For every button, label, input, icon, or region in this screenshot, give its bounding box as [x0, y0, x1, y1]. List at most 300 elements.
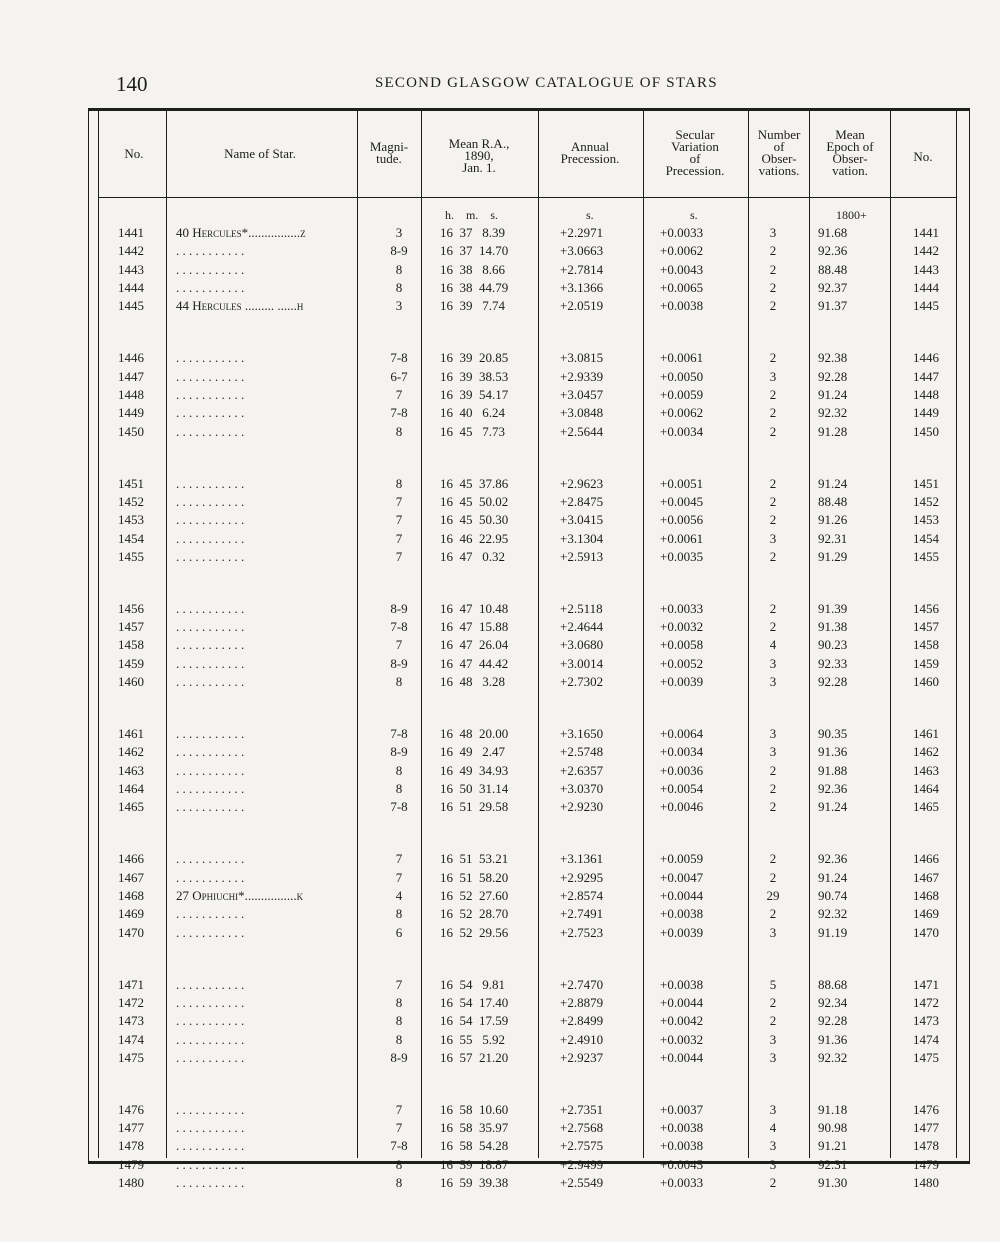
- table-row: [0, 512, 1000, 530]
- annual-precession: +2.0519: [560, 298, 604, 314]
- star-name: 44 Hercules ......... ......η: [176, 298, 304, 314]
- secular-variation: +0.0034: [660, 423, 704, 439]
- right-ascension: 16 45 37.86: [440, 475, 509, 491]
- right-ascension: 16 55 5.92: [440, 1031, 505, 1047]
- star-number: 1468: [118, 887, 144, 903]
- star-number: 1441: [118, 225, 144, 240]
- star-number-right: 1471: [913, 976, 939, 992]
- magnitude: 7: [395, 530, 403, 546]
- table-row: [0, 350, 1000, 368]
- mean-epoch: 91.68: [818, 225, 848, 240]
- magnitude: 8: [395, 1156, 403, 1172]
- star-number: 1454: [118, 530, 144, 546]
- observation-count: 2: [769, 600, 777, 616]
- secular-variation: +0.0054: [660, 781, 704, 797]
- observation-count: 3: [769, 1031, 777, 1047]
- star-number: 1458: [118, 637, 144, 653]
- secular-variation: +0.0043: [660, 261, 704, 277]
- observation-count: 2: [769, 762, 777, 778]
- star-name: . . . . . . . . . . .: [176, 350, 245, 366]
- observation-count: 3: [769, 1138, 777, 1154]
- star-number: 1479: [118, 1156, 144, 1172]
- table-row: [0, 1032, 1000, 1050]
- star-name: . . . . . . . . . . .: [176, 799, 245, 815]
- star-name: . . . . . . . . . . .: [176, 1156, 245, 1172]
- star-name: . . . . . . . . . . .: [176, 781, 245, 797]
- star-name: . . . . . . . . . . .: [176, 1175, 245, 1191]
- observation-count: 2: [769, 512, 777, 528]
- secular-variation: +0.0061: [660, 350, 704, 366]
- right-ascension: 16 38 8.66: [440, 261, 505, 277]
- star-number-right: 1449: [913, 405, 939, 421]
- secular-variation: +0.0039: [660, 924, 704, 940]
- star-name: 27 Ophiuchi*................κ: [176, 887, 304, 903]
- magnitude: 8-9: [390, 243, 408, 259]
- annual-precession: +2.7568: [560, 1120, 604, 1136]
- star-number-right: 1450: [913, 423, 939, 439]
- magnitude: 8-9: [390, 1049, 408, 1065]
- star-name: . . . . . . . . . . .: [176, 869, 245, 885]
- observation-count: 2: [769, 994, 777, 1010]
- annual-precession: +2.5748: [560, 744, 604, 760]
- column-header-observations: Number of Obser- vations.: [757, 127, 801, 178]
- observation-count: 3: [769, 1101, 777, 1117]
- table-row: [0, 280, 1000, 298]
- star-number: 1456: [118, 600, 144, 616]
- right-ascension: 16 51 58.20: [440, 869, 509, 885]
- mean-epoch: 91.24: [818, 475, 848, 491]
- secular-variation: +0.0058: [660, 637, 704, 653]
- star-name: . . . . . . . . . . .: [176, 261, 245, 277]
- magnitude: 8-9: [390, 744, 408, 760]
- secular-variation: +0.0047: [660, 869, 704, 885]
- epoch-units: 1800+: [836, 208, 867, 222]
- magnitude: 3: [395, 298, 403, 314]
- annual-precession: +3.0014: [560, 655, 604, 671]
- table-row: [0, 674, 1000, 692]
- star-number: 1474: [118, 1031, 144, 1047]
- right-ascension: 16 52 28.70: [440, 906, 509, 922]
- secular-variation: +0.0033: [660, 1175, 704, 1191]
- table-row: [0, 637, 1000, 655]
- secular-variation: +0.0065: [660, 280, 704, 296]
- annual-precession: +2.7575: [560, 1138, 604, 1154]
- secular-variation: +0.0038: [660, 298, 704, 314]
- star-number-right: 1453: [913, 512, 939, 528]
- table-row: [0, 424, 1000, 442]
- table-row: [0, 888, 1000, 906]
- secular-variation: +0.0046: [660, 799, 704, 815]
- mean-epoch: 92.32: [818, 405, 848, 421]
- mean-epoch: 91.18: [818, 1101, 848, 1117]
- magnitude: 7: [395, 386, 403, 402]
- magnitude: 7: [395, 851, 403, 867]
- observation-count: 2: [769, 405, 777, 421]
- magnitude: 7: [395, 512, 403, 528]
- mean-epoch: 92.32: [818, 1049, 848, 1065]
- star-name: . . . . . . . . . . .: [176, 548, 245, 564]
- annual-precession: +2.7351: [560, 1101, 604, 1117]
- mean-epoch: 91.88: [818, 762, 848, 778]
- right-ascension: 16 45 50.30: [440, 512, 509, 528]
- secular-variation: +0.0064: [660, 726, 704, 741]
- right-ascension: 16 58 35.97: [440, 1120, 509, 1136]
- observation-count: 2: [769, 423, 777, 439]
- right-ascension: 16 57 21.20: [440, 1049, 509, 1065]
- mean-epoch: 91.36: [818, 1031, 848, 1047]
- observation-count: 2: [769, 1013, 777, 1029]
- right-ascension: 16 48 3.28: [440, 674, 505, 690]
- star-number-right: 1479: [913, 1156, 939, 1172]
- star-number-right: 1463: [913, 762, 939, 778]
- column-header-no-right: No.: [913, 149, 933, 164]
- star-name: . . . . . . . . . . .: [176, 994, 245, 1010]
- star-number-right: 1451: [913, 475, 939, 491]
- right-ascension: 16 54 17.40: [440, 994, 509, 1010]
- mean-epoch: 92.31: [818, 530, 848, 546]
- secular-variation: +0.0062: [660, 243, 704, 259]
- star-number: 1467: [118, 869, 144, 885]
- star-number: 1463: [118, 762, 144, 778]
- observation-count: 3: [769, 674, 777, 690]
- secular-variation: +0.0044: [660, 994, 704, 1010]
- star-name: . . . . . . . . . . .: [176, 512, 245, 528]
- table-row: [0, 262, 1000, 280]
- annual-precession: +2.2971: [560, 225, 604, 240]
- right-ascension: 16 38 44.79: [440, 280, 509, 296]
- star-number-right: 1441: [913, 225, 939, 240]
- table-row: [0, 225, 1000, 243]
- annual-precession: +2.9623: [560, 475, 604, 491]
- observation-count: 2: [769, 243, 777, 259]
- right-ascension: 16 40 6.24: [440, 405, 505, 421]
- right-ascension: 16 37 8.39: [440, 225, 505, 240]
- right-ascension: 16 54 17.59: [440, 1013, 509, 1029]
- table-row: [0, 476, 1000, 494]
- right-ascension: 16 47 26.04: [440, 637, 509, 653]
- column-header-no: No.: [124, 146, 144, 161]
- annual-precession: +3.0815: [560, 350, 604, 366]
- table-row: [0, 298, 1000, 316]
- right-ascension: 16 46 22.95: [440, 530, 509, 546]
- observation-count: 3: [769, 744, 777, 760]
- star-name: . . . . . . . . . . .: [176, 976, 245, 992]
- star-number-right: 1448: [913, 386, 939, 402]
- star-name: . . . . . . . . . . .: [176, 1031, 245, 1047]
- observation-count: 2: [769, 386, 777, 402]
- secular-variation: +0.0044: [660, 1049, 704, 1065]
- star-number: 1444: [118, 280, 144, 296]
- star-name: . . . . . . . . . . .: [176, 386, 245, 402]
- star-number-right: 1477: [913, 1120, 939, 1136]
- annual-precession: +2.7814: [560, 261, 604, 277]
- star-number-right: 1452: [913, 493, 939, 509]
- mean-epoch: 91.38: [818, 619, 848, 635]
- annual-precession: +2.5549: [560, 1175, 604, 1191]
- observation-count: 2: [769, 906, 777, 922]
- annual-precession: +2.9499: [560, 1156, 604, 1172]
- observation-count: 2: [769, 493, 777, 509]
- star-number: 1477: [118, 1120, 144, 1136]
- star-number: 1480: [118, 1175, 144, 1191]
- star-number: 1478: [118, 1138, 144, 1154]
- secular-variation: +0.0032: [660, 1031, 704, 1047]
- star-name: . . . . . . . . . . .: [176, 637, 245, 653]
- mean-epoch: 90.23: [818, 637, 848, 653]
- observation-count: 3: [769, 726, 777, 741]
- observation-count: 3: [769, 924, 777, 940]
- observation-count: 29: [766, 887, 780, 903]
- table-row: [0, 977, 1000, 995]
- right-ascension: 16 52 27.60: [440, 887, 509, 903]
- star-number: 1476: [118, 1101, 144, 1117]
- secular-variation: +0.0061: [660, 530, 704, 546]
- star-name: . . . . . . . . . . .: [176, 674, 245, 690]
- annual-precession: +2.4910: [560, 1031, 604, 1047]
- mean-epoch: 91.39: [818, 600, 848, 616]
- annual-precession: +2.9339: [560, 368, 604, 384]
- star-number-right: 1466: [913, 851, 939, 867]
- star-name: . . . . . . . . . . .: [176, 851, 245, 867]
- magnitude: 8: [395, 1175, 403, 1191]
- annual-precession: +3.1304: [560, 530, 604, 546]
- star-number: 1443: [118, 261, 144, 277]
- annual-precession: +3.1366: [560, 280, 604, 296]
- annual-precession: +3.0848: [560, 405, 604, 421]
- star-number-right: 1442: [913, 243, 939, 259]
- observation-count: 2: [769, 869, 777, 885]
- star-number: 1461: [118, 726, 144, 741]
- table-row: [0, 549, 1000, 567]
- secular-variation: +0.0038: [660, 976, 704, 992]
- page-title: SECOND GLASGOW CATALOGUE OF STARS: [375, 75, 718, 91]
- star-name: . . . . . . . . . . .: [176, 744, 245, 760]
- star-number-right: 1459: [913, 655, 939, 671]
- table-row: [0, 763, 1000, 781]
- secular-units: s.: [690, 208, 698, 222]
- magnitude: 8: [395, 674, 403, 690]
- observation-count: 3: [769, 1049, 777, 1065]
- mean-epoch: 90.35: [818, 726, 848, 741]
- star-number: 1462: [118, 744, 144, 760]
- annual-precession: +2.7491: [560, 906, 604, 922]
- annual-precession: +2.5118: [560, 600, 603, 616]
- annual-precession: +2.5913: [560, 548, 604, 564]
- star-number: 1471: [118, 976, 144, 992]
- star-number-right: 1469: [913, 906, 939, 922]
- observation-count: 2: [769, 619, 777, 635]
- star-number: 1446: [118, 350, 144, 366]
- annual-precession: +3.1650: [560, 726, 604, 741]
- observation-count: 2: [769, 350, 777, 366]
- annual-precession: +2.5644: [560, 423, 604, 439]
- star-number: 1465: [118, 799, 144, 815]
- mean-epoch: 91.28: [818, 423, 848, 439]
- right-ascension: 16 58 10.60: [440, 1101, 509, 1117]
- observation-count: 3: [769, 1156, 777, 1172]
- star-number: 1447: [118, 368, 144, 384]
- mean-epoch: 91.24: [818, 386, 848, 402]
- ra-units: h. m. s.: [445, 208, 499, 222]
- annual-precession: +3.0680: [560, 637, 604, 653]
- mean-epoch: 92.36: [818, 781, 848, 797]
- star-number: 1464: [118, 781, 144, 797]
- star-number-right: 1447: [913, 368, 939, 384]
- annual-precession: +3.0663: [560, 243, 604, 259]
- table-row: [0, 799, 1000, 817]
- annual-precession: +2.9230: [560, 799, 604, 815]
- star-number-right: 1465: [913, 799, 939, 815]
- observation-count: 2: [769, 475, 777, 491]
- star-number: 1451: [118, 475, 144, 491]
- star-number: 1448: [118, 386, 144, 402]
- star-number: 1470: [118, 924, 144, 940]
- column-header-epoch: Mean Epoch of Obser- vation.: [826, 127, 874, 178]
- magnitude: 7: [395, 548, 403, 564]
- star-number: 1469: [118, 906, 144, 922]
- magnitude: 8: [395, 475, 403, 491]
- magnitude: 8: [395, 781, 403, 797]
- annual-precession: +3.0415: [560, 512, 604, 528]
- magnitude: 8: [395, 423, 403, 439]
- annual-precession: +2.9295: [560, 869, 604, 885]
- annual-precession: +2.7523: [560, 924, 604, 940]
- right-ascension: 16 47 44.42: [440, 655, 509, 671]
- star-number-right: 1473: [913, 1013, 939, 1029]
- mean-epoch: 92.32: [818, 906, 848, 922]
- star-number-right: 1444: [913, 280, 939, 296]
- star-number: 1442: [118, 243, 144, 259]
- secular-variation: +0.0038: [660, 1120, 704, 1136]
- magnitude: 7-8: [390, 799, 408, 815]
- observation-count: 3: [769, 530, 777, 546]
- annual-precession: +2.8499: [560, 1013, 604, 1029]
- table-row: [0, 369, 1000, 387]
- star-number-right: 1475: [913, 1049, 939, 1065]
- star-number-right: 1454: [913, 530, 939, 546]
- annual-precession: +2.6357: [560, 762, 604, 778]
- mean-epoch: 91.29: [818, 548, 848, 564]
- page-number: 140: [116, 72, 148, 96]
- right-ascension: 16 37 14.70: [440, 243, 509, 259]
- star-name: . . . . . . . . . . .: [176, 1013, 245, 1029]
- magnitude: 8-9: [390, 600, 408, 616]
- star-number-right: 1472: [913, 994, 939, 1010]
- observation-count: 2: [769, 799, 777, 815]
- table-row: [0, 1102, 1000, 1120]
- secular-variation: +0.0042: [660, 1013, 704, 1029]
- magnitude: 7-8: [390, 405, 408, 421]
- star-number: 1473: [118, 1013, 144, 1029]
- star-number-right: 1476: [913, 1101, 939, 1117]
- observation-count: 3: [769, 368, 777, 384]
- observation-count: 4: [769, 637, 777, 653]
- observation-count: 2: [769, 298, 777, 314]
- right-ascension: 16 39 20.85: [440, 350, 509, 366]
- star-number: 1460: [118, 674, 144, 690]
- table-row: [0, 243, 1000, 261]
- column-header-magnitude: Magni- tude.: [369, 139, 409, 166]
- mean-epoch: 88.48: [818, 261, 848, 277]
- star-number-right: 1464: [913, 781, 939, 797]
- mean-epoch: 91.21: [818, 1138, 848, 1154]
- right-ascension: 16 47 15.88: [440, 619, 509, 635]
- magnitude: 6: [395, 924, 403, 940]
- observation-count: 2: [769, 280, 777, 296]
- star-number-right: 1474: [913, 1031, 939, 1047]
- magnitude: 7: [395, 1101, 403, 1117]
- star-name: . . . . . . . . . . .: [176, 762, 245, 778]
- table-row: [0, 925, 1000, 943]
- mean-epoch: 90.74: [818, 887, 848, 903]
- table-row: [0, 1050, 1000, 1068]
- magnitude: 8: [395, 1013, 403, 1029]
- star-name: . . . . . . . . . . .: [176, 243, 245, 259]
- mean-epoch: 92.36: [818, 243, 848, 259]
- annual-precession: +2.8574: [560, 887, 604, 903]
- observation-count: 2: [769, 781, 777, 797]
- secular-variation: +0.0035: [660, 548, 704, 564]
- observation-count: 5: [769, 976, 777, 992]
- magnitude: 7: [395, 493, 403, 509]
- right-ascension: 16 45 50.02: [440, 493, 509, 509]
- star-name: . . . . . . . . . . .: [176, 405, 245, 421]
- magnitude: 8: [395, 1031, 403, 1047]
- magnitude: 8: [395, 906, 403, 922]
- star-name: . . . . . . . . . . .: [176, 1101, 245, 1117]
- magnitude: 8-9: [390, 655, 408, 671]
- star-number-right: 1443: [913, 261, 939, 277]
- observation-count: 2: [769, 1175, 777, 1191]
- mean-epoch: 92.28: [818, 368, 848, 384]
- table-row: [0, 531, 1000, 549]
- star-name: . . . . . . . . . . .: [176, 423, 245, 439]
- right-ascension: 16 49 34.93: [440, 762, 509, 778]
- secular-variation: +0.0044: [660, 887, 704, 903]
- star-number-right: 1467: [913, 869, 939, 885]
- secular-variation: +0.0056: [660, 512, 704, 528]
- star-number-right: 1455: [913, 548, 939, 564]
- mean-epoch: 90.98: [818, 1120, 848, 1136]
- secular-variation: +0.0051: [660, 475, 704, 491]
- star-number-right: 1480: [913, 1175, 939, 1191]
- magnitude: 7-8: [390, 726, 408, 741]
- annual-precession: +2.9237: [560, 1049, 604, 1065]
- table-row: [0, 619, 1000, 637]
- secular-variation: +0.0033: [660, 225, 704, 240]
- star-number-right: 1478: [913, 1138, 939, 1154]
- star-number-right: 1446: [913, 350, 939, 366]
- mean-epoch: 91.24: [818, 799, 848, 815]
- magnitude: 8: [395, 280, 403, 296]
- star-name: 40 Hercules*................ζ: [176, 225, 306, 240]
- right-ascension: 16 47 10.48: [440, 600, 509, 616]
- table-row: [0, 870, 1000, 888]
- mean-epoch: 92.38: [818, 350, 848, 366]
- magnitude: 7-8: [390, 1138, 408, 1154]
- column-header-secular-variation: Secular Variation of Precession.: [665, 127, 725, 178]
- observation-count: 2: [769, 851, 777, 867]
- right-ascension: 16 52 29.56: [440, 924, 509, 940]
- annual-precession: +3.1361: [560, 851, 604, 867]
- star-number: 1457: [118, 619, 144, 635]
- column-header-name: Name of Star.: [224, 146, 296, 161]
- observation-count: 3: [769, 655, 777, 671]
- star-number-right: 1457: [913, 619, 939, 635]
- magnitude: 3: [395, 225, 403, 240]
- secular-variation: +0.0033: [660, 600, 704, 616]
- annual-precession: +2.8879: [560, 994, 604, 1010]
